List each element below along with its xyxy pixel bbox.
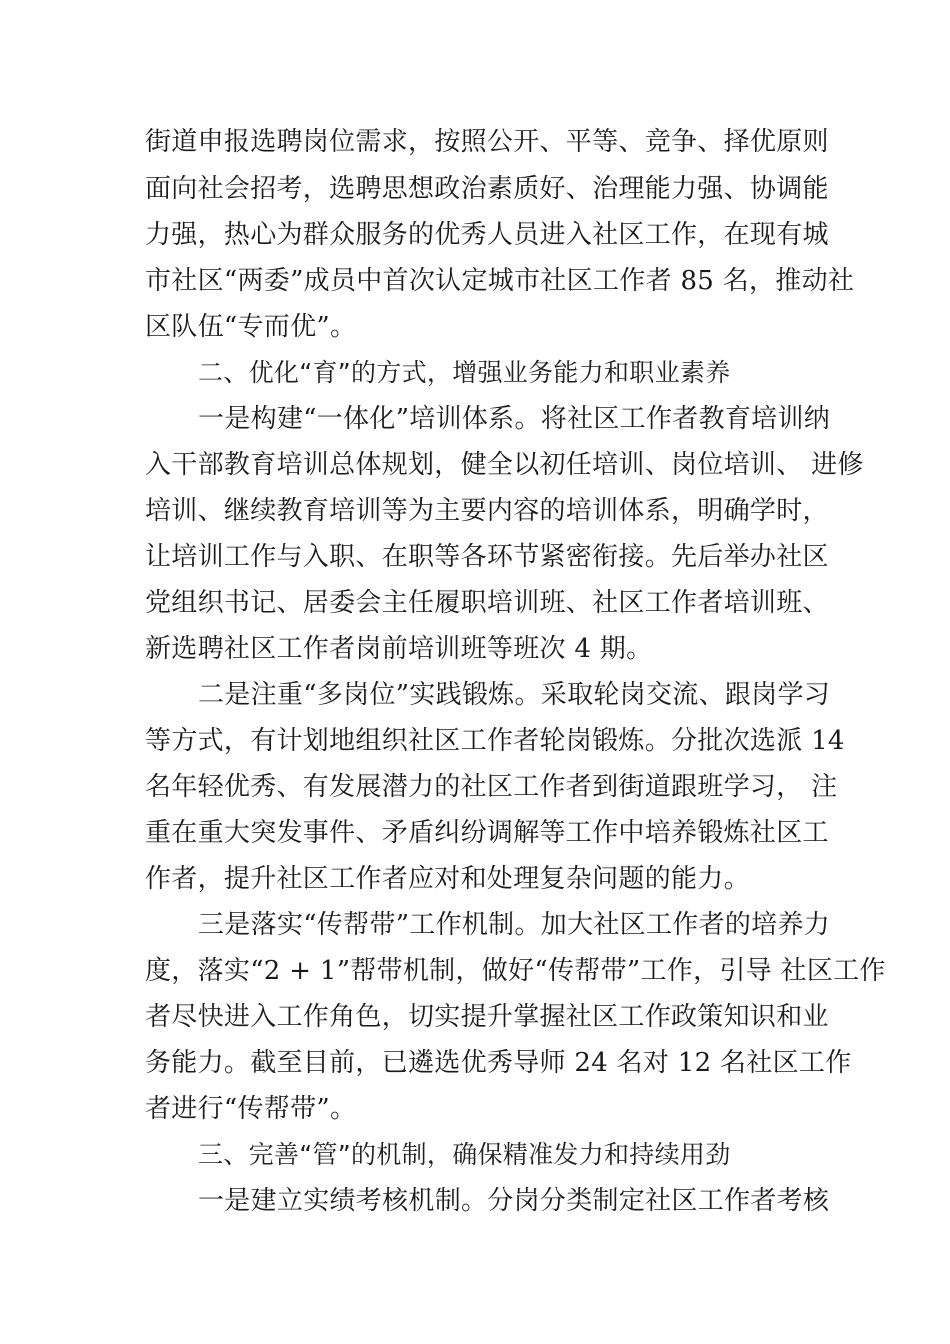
body-line: 党组织书记、居委会主任履职培训班、社区工作者培训班、 bbox=[145, 588, 829, 618]
body-line: 务能力。截至目前，已遴选优秀导师 24 名对 12 名社区工作 bbox=[145, 1048, 852, 1078]
section-heading: 三、完善“管”的机制，确保精准发力和持续用劲 bbox=[198, 1140, 731, 1169]
body-line: 者尽快进入工作角色，切实提升掌握社区工作政策知识和业 bbox=[145, 1002, 829, 1032]
body-line: 重在重大突发事件、矛盾纠纷调解等工作中培养锻炼社区工 bbox=[145, 818, 829, 848]
paragraph-first-line: 三是落实“传帮带”工作机制。加大社区工作者的培养力 bbox=[198, 910, 831, 940]
body-line: 作者，提升社区工作者应对和处理复杂问题的能力。 bbox=[145, 864, 750, 894]
body-line: 名年轻优秀、有发展潜力的社区工作者到街道跟班学习， 注 bbox=[145, 772, 838, 802]
body-line: 者进行“传帮带”。 bbox=[145, 1094, 357, 1124]
body-line: 度，落实“2 + 1”帮带机制，做好“传帮带”工作，引导 社区工作 bbox=[145, 956, 886, 986]
body-line: 区队伍“专而优”。 bbox=[145, 312, 357, 342]
body-line: 入干部教育培训总体规划，健全以初任培训、岗位培训、 进修 bbox=[145, 450, 864, 480]
paragraph-first-line: 二是注重“多岗位”实践锻炼。采取轮岗交流、跟岗学习 bbox=[198, 680, 831, 710]
body-line: 市社区“两委”成员中首次认定城市社区工作者 85 名，推动社 bbox=[145, 266, 855, 296]
body-line: 新选聘社区工作者岗前培训班等班次 4 期。 bbox=[145, 634, 653, 664]
paragraph-first-line: 一是构建“一体化”培训体系。将社区工作者教育培训纳 bbox=[198, 404, 831, 434]
body-line: 等方式，有计划地组织社区工作者轮岗锻炼。分批次选派 14 bbox=[145, 726, 845, 756]
body-line: 力强，热心为群众服务的优秀人员进入社区工作，在现有城 bbox=[145, 220, 829, 250]
paragraph-first-line: 一是建立实绩考核机制。分岗分类制定社区工作者考核 bbox=[198, 1186, 830, 1216]
body-line: 让培训工作与入职、在职等各环节紧密衔接。先后举办社区 bbox=[145, 542, 829, 572]
section-heading: 二、优化“育”的方式，增强业务能力和职业素养 bbox=[198, 358, 731, 387]
body-line: 面向社会招考，选聘思想政治素质好、治理能力强、协调能 bbox=[145, 174, 829, 204]
body-line: 街道申报选聘岗位需求，按照公开、平等、竞争、择优原则 bbox=[145, 127, 829, 157]
body-line: 培训、继续教育培训等为主要内容的培训体系，明确学时， bbox=[145, 496, 829, 526]
